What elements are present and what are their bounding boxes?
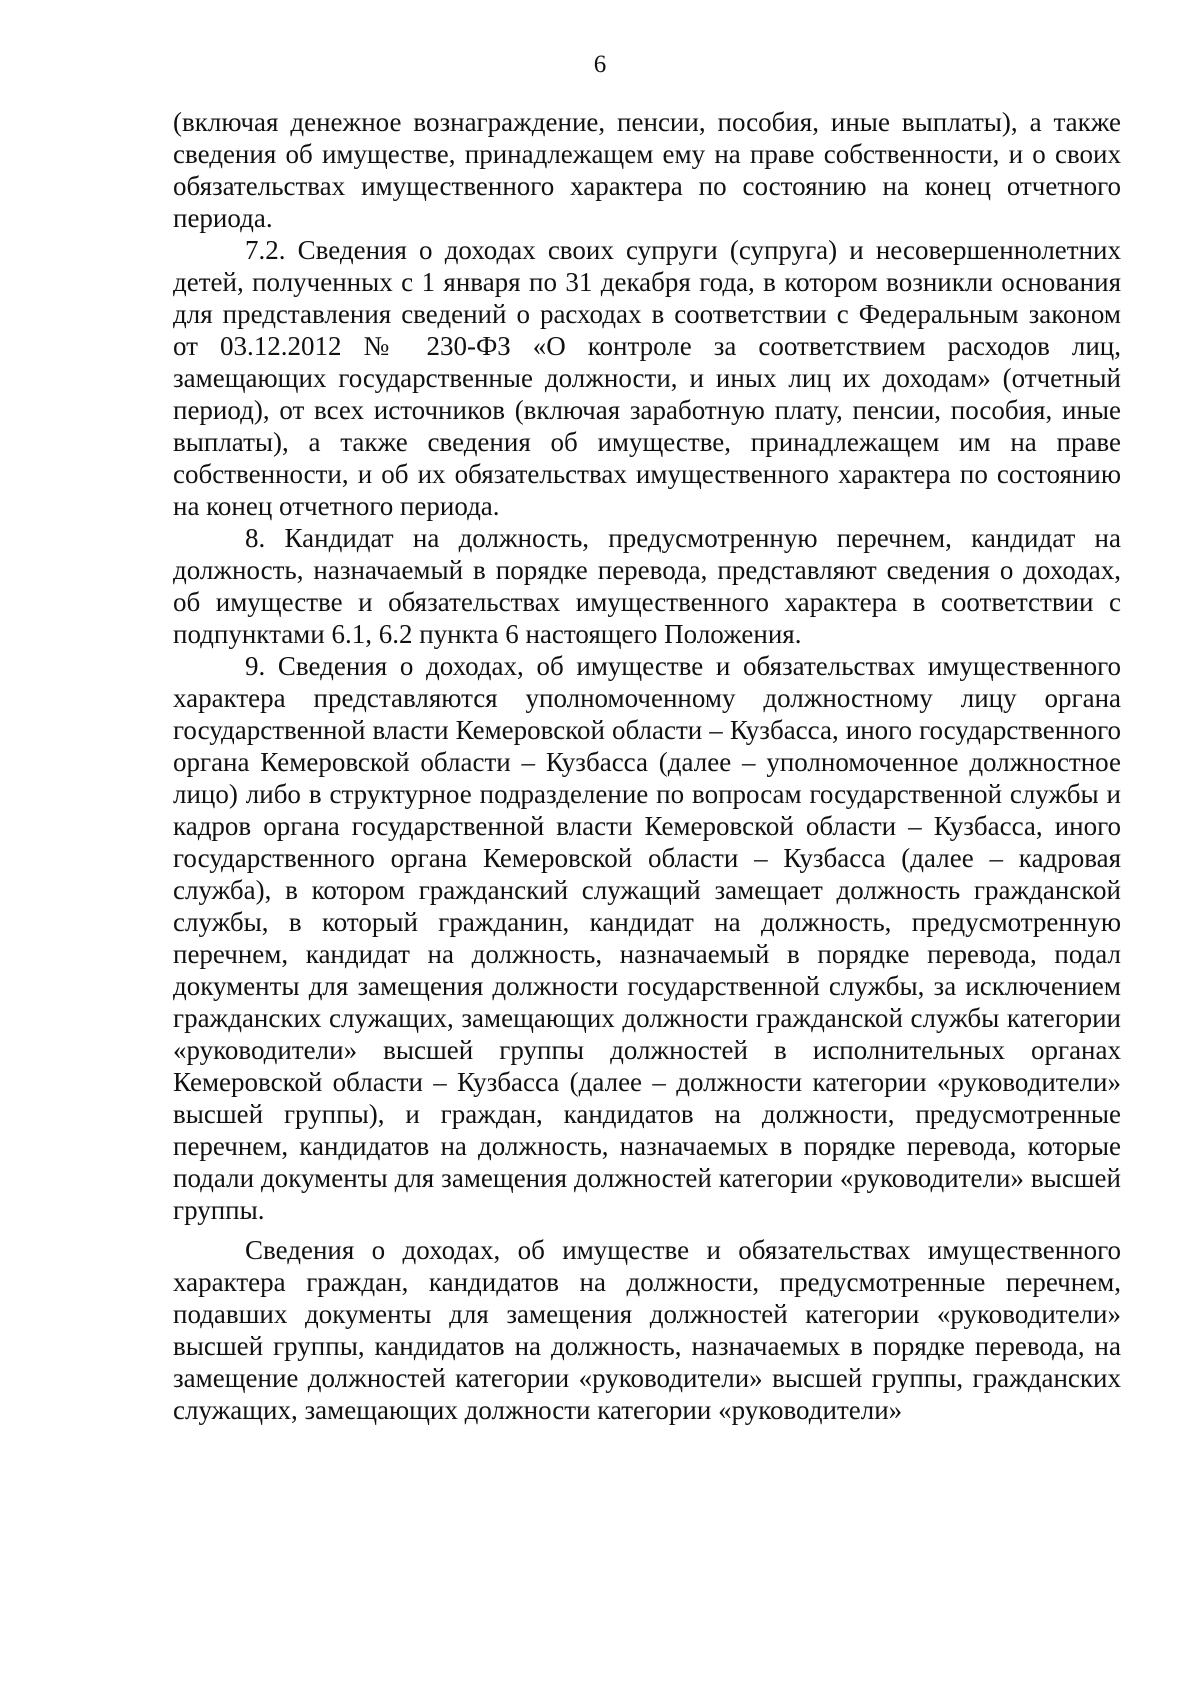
paragraph-item-9-continued: Сведения о доходах, об имуществе и обязательствах имущественного характера граждан, кандидатов на должности, предусмотренные перечнем, подавших документы для замещения должностей категории «руководители» высшей группы, кандидатов на должность, назначаемых в порядке перевода, на замещение должностей категории «руководители» высшей группы, гражданских служащих, замещающих должности категории «руководители»: [173, 1235, 1121, 1425]
paragraph-item-7-2: 7.2. Сведения о доходах своих супруги (супруга) и несовершеннолетних детей, полученных с 1 января по 31 декабря года, в котором возникли основания для представления сведений о расходах в соответствии с Федеральным законом от 03.12.2012 № 230-ФЗ «О контроле за соответствием расходов лиц, замещающих государственные должности, и иных лиц их доходам» (отчетный период), от всех источников (включая заработную плату, пенсии, пособия, иные выплаты), а также сведения об имуществе, принадлежащем им на праве собственности, и об их обязательствах имущественного характера по состоянию на конец отчетного периода.: [173, 235, 1121, 521]
paragraph-item-9: 9. Сведения о доходах, об имуществе и обязательствах имущественного характера представляются уполномоченному должностному лицу органа государственной власти Кемеровской области – Кузбасса, иного государственного органа Кемеровской области – Кузбасса (далее – уполномоченное должностное лицо) либо в структурное подразделение по вопросам государственной службы и кадров органа государственной власти Кемеровской области – Кузбасса, иного государственного органа Кемеровской области – Кузбасса (далее – кадровая служба), в котором гражданский служащий замещает должность гражданской службы, в который гражданин, кандидат на должность, предусмотренную перечнем, кандидат на должность, назначаемый в порядке перевода, подал документы для замещения должности государственной службы, за исключением гражданских служащих, замещающих должности гражданской службы категории «руководители» высшей группы должностей в исполнительных органах Кемеровской области – Кузбасса (далее – должности категории «руководители» высшей группы), и граждан, кандидатов на должности, предусмотренные перечнем, кандидатов на должность, назначаемых в порядке перевода, которые подали документы для замещения должностей категории «руководители» высшей группы.: [173, 651, 1121, 1225]
page-number: 6: [593, 51, 607, 78]
paragraph-item-8: 8. Кандидат на должность, предусмотренную перечнем, кандидат на должность, назначаемый в порядке перевода, представляют сведения о доходах, об имуществе и обязательствах имущественного характера в соответствии с подпунктами 6.1, 6.2 пункта 6 настоящего Положения.: [173, 523, 1121, 649]
paragraph-continuation: (включая денежное вознаграждение, пенсии, пособия, иные выплаты), а также сведения об имуществе, принадлежащем ему на праве собственности, и о своих обязательствах имущественного характера по состоянию на конец отчетного периода.: [173, 107, 1121, 233]
document-body: [173, 106, 1121, 1426]
